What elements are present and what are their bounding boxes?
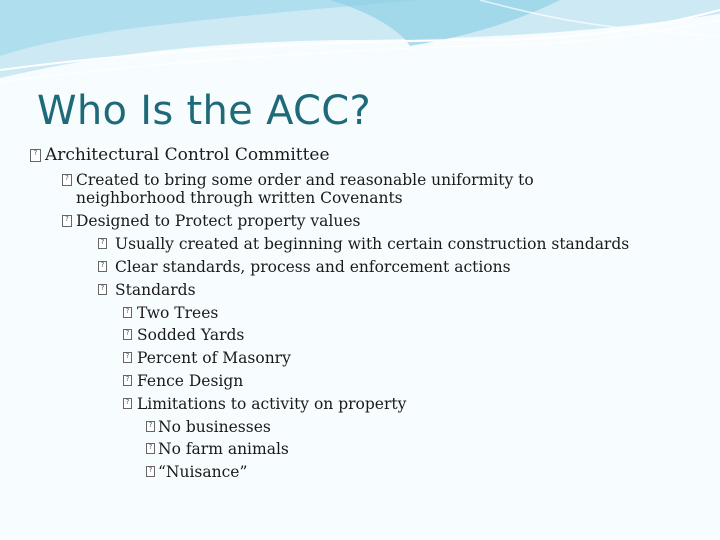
bullet-continuation <box>76 190 403 207</box>
bullet-marker-icon: ? <box>146 443 155 454</box>
bullet-text: Created to bring some order and reasonable uniformity to <box>76 171 534 189</box>
bullet-marker-icon: ? <box>123 398 132 409</box>
bullet-text: Designed to Protect property values <box>76 212 361 230</box>
bullet-item <box>146 440 289 458</box>
bullet-marker-icon: ? <box>123 375 132 386</box>
bullet-marker-icon: ? <box>30 149 41 162</box>
bullet-item <box>146 418 271 436</box>
bullet-marker-icon: ? <box>98 284 107 295</box>
bullet-item <box>123 372 243 390</box>
bullet-marker-icon: ? <box>98 261 107 272</box>
bullet-item <box>123 395 406 413</box>
bullet-marker-icon: ? <box>123 329 132 340</box>
bullet-item <box>146 463 247 481</box>
bullet-text-continuation: neighborhood through written Covenants <box>76 189 403 207</box>
bullet-item <box>62 172 534 189</box>
bullet-text: Percent of Masonry <box>137 349 291 367</box>
slide-title: Who Is the ACC? <box>37 88 372 134</box>
bullet-text: No businesses <box>158 418 271 436</box>
bullet-text: Limitations to activity on property <box>137 395 407 413</box>
bullet-text: Two Trees <box>137 304 219 322</box>
bullet-marker-icon: ? <box>123 307 132 318</box>
bullet-marker-icon: ? <box>98 238 107 249</box>
bullet-text: No farm animals <box>158 440 289 458</box>
bullet-text: Usually created at beginning with certain construction standards <box>115 235 630 253</box>
bullet-item <box>123 349 291 367</box>
bullet-item <box>123 326 244 344</box>
bullet-text: Architectural Control Committee <box>45 145 330 165</box>
bullet-text: Standards <box>115 281 196 299</box>
bullet-item <box>123 304 218 322</box>
bullet-item <box>30 146 330 165</box>
bullet-item <box>98 235 629 253</box>
bullet-marker-icon: ? <box>146 466 155 477</box>
bullet-item <box>98 281 196 299</box>
bullet-text: Fence Design <box>137 372 244 390</box>
bullet-marker-icon: ? <box>123 352 132 363</box>
bullet-item <box>62 213 360 230</box>
bullet-marker-icon: ? <box>62 174 72 186</box>
bullet-text: “Nuisance” <box>158 463 248 481</box>
bullet-text: Sodded Yards <box>137 326 245 344</box>
bullet-text: Clear standards, process and enforcement actions <box>115 258 511 276</box>
bullet-marker-icon: ? <box>146 421 155 432</box>
bullet-item <box>98 258 511 276</box>
bullet-marker-icon: ? <box>62 215 72 227</box>
